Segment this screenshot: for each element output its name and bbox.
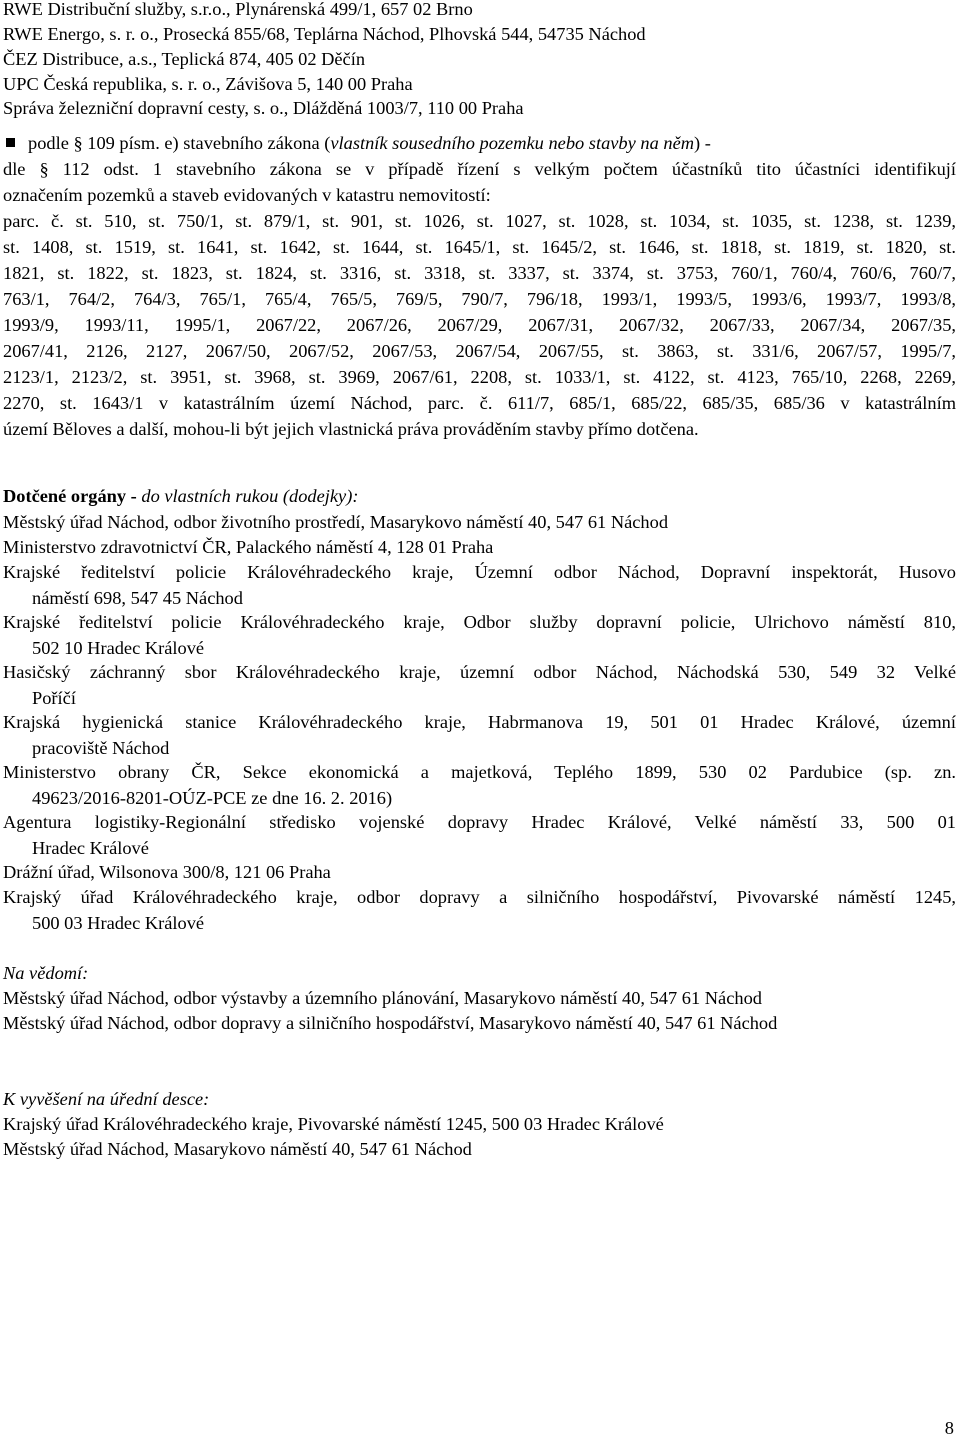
paragraph-line: označením pozemků a staveb evidovaných v katastru nemovitostí: (3, 185, 491, 205)
recipient-line: Městský úřad Náchod, Masarykovo náměstí 40, 547 61 Náchod (3, 1139, 472, 1159)
recipient-entry (3, 884, 956, 936)
heading-bold: Dotčené orgány - (3, 486, 142, 506)
bullet-item (3, 130, 956, 156)
paragraph-line: 2123/1, 2123/2, st. 3951, st. 3968, st. 3969, 2067/61, 2208, st. 1033/1, st. 4122, st. 4123, 765/10, 2268, 2269, (3, 367, 956, 387)
recipient-line: Městský úřad Náchod, odbor dopravy a silničního hospodářství, Masarykovo náměstí 40, 547 61 Náchod (3, 1013, 778, 1033)
paragraph-line: dle § 112 odst. 1 stavebního zákona se v případě řízení s velkým počtem účastníků tito účastníci identifikují (3, 159, 956, 179)
paragraph-line: území Běloves a další, mohou-li být jejich vlastnická práva prováděním stavby přímo dotčena. (3, 419, 699, 439)
entry-line: Poříčí (32, 688, 76, 708)
recipient-entry (3, 709, 956, 761)
bullet-text-italic: vlastník sousedního pozemku nebo stavby na něm (330, 133, 695, 153)
entry-line: 500 03 Hradec Králové (32, 913, 205, 933)
entry-line: Agentura logistiky-Regionální středisko vojenské dopravy Hradec Králové, Velké náměstí 33, 500 01 (3, 812, 956, 832)
recipient-line: UPC Česká republika, s. r. o., Závišova 5, 140 00 Praha (3, 74, 413, 94)
entry-line: 49623/2016-8201-OÚZ-PCE ze dne 16. 2. 2016) (32, 788, 393, 808)
entry-line: Krajská hygienická stanice Královéhradeckého kraje, Habrmanova 19, 501 01 Hradec Králové, územní (3, 712, 956, 732)
entry-line: Krajský úřad Královéhradeckého kraje, odbor dopravy a silničního hospodářství, Pivovarské náměstí 1245, (3, 887, 956, 907)
entry-line: Ministerstvo obrany ČR, Sekce ekonomická a majetková, Teplého 1899, 530 02 Pardubice (sp. zn. (3, 762, 956, 782)
paragraph-line: 1821, st. 1822, st. 1823, st. 1824, st. 3316, st. 3318, st. 3337, st. 3374, st. 3753, 760/1, 760/4, 760/6, 760/7, (3, 263, 956, 283)
recipient-line: Ministerstvo zdravotnictví ČR, Palackého náměstí 4, 128 01 Praha (3, 537, 494, 557)
section-heading (3, 483, 358, 509)
entry-line: pracoviště Náchod (32, 738, 170, 758)
entry-line: náměstí 698, 547 45 Náchod (32, 588, 243, 608)
recipient-entry (3, 609, 956, 661)
recipient-entry (3, 759, 956, 811)
bullet-text: podle § 109 písm. e) stavebního zákona ( (28, 133, 331, 153)
parcel-paragraph (3, 156, 956, 442)
bullet-square-icon (6, 138, 15, 147)
recipient-entry (3, 559, 956, 611)
paragraph-line: 1993/9, 1993/11, 1995/1, 2067/22, 2067/26, 2067/29, 2067/31, 2067/32, 2067/33, 2067/34, 2067/35, (3, 315, 956, 335)
recipient-line: Správa železniční dopravní cesty, s. o., Dlážděná 1003/7, 110 00 Praha (3, 98, 524, 118)
recipient-line: Krajský úřad Královéhradeckého kraje, Pivovarské náměstí 1245, 500 03 Hradec Králové (3, 1114, 664, 1134)
section-heading-vyveseni: K vyvěšení na úřední desce: (3, 1089, 210, 1109)
heading-italic: do vlastních rukou (dodejky): (141, 486, 359, 506)
page-number: 8 (944, 1418, 954, 1438)
recipient-entry (3, 809, 956, 861)
recipient-line: Drážní úřad, Wilsonova 300/8, 121 06 Praha (3, 862, 331, 882)
recipient-line: ČEZ Distribuce, a.s., Teplická 874, 405 02 Děčín (3, 49, 366, 69)
entry-line: 502 10 Hradec Králové (32, 638, 205, 658)
recipient-line: RWE Energo, s. r. o., Prosecká 855/68, Teplárna Náchod, Plhovská 544, 54735 Náchod (3, 24, 646, 44)
entry-line: Krajské ředitelství policie Královéhradeckého kraje, Odbor služby dopravní policie, Ulrichovo náměstí 810, (3, 612, 956, 632)
section-heading-na-vedomi: Na vědomí: (3, 963, 89, 983)
paragraph-line: st. 1408, st. 1519, st. 1641, st. 1642, st. 1644, st. 1645/1, st. 1645/2, st. 1646, st. 1818, st. 1819, st. 1820, st. (3, 237, 956, 257)
paragraph-line: 2270, st. 1643/1 v katastrálním území Náchod, parc. č. 611/7, 685/1, 685/22, 685/35, 685/36 v katastrálním (3, 393, 956, 413)
bullet-text: ) - (694, 133, 711, 153)
recipient-entry (3, 659, 956, 711)
paragraph-line: parc. č. st. 510, st. 750/1, st. 879/1, st. 901, st. 1026, st. 1027, st. 1028, st. 1034, st. 1035, st. 1238, st. 1239, (3, 211, 956, 231)
paragraph-line: 2067/41, 2126, 2127, 2067/50, 2067/52, 2067/53, 2067/54, 2067/55, st. 3863, st. 331/6, 2067/57, 1995/7, (3, 341, 956, 361)
entry-line: Hasičský záchranný sbor Královéhradeckého kraje, územní odbor Náchod, Náchodská 530, 549 32 Velké (3, 662, 956, 682)
recipient-line: Městský úřad Náchod, odbor životního prostředí, Masarykovo náměstí 40, 547 61 Náchod (3, 512, 669, 532)
entry-line: Hradec Králové (32, 838, 149, 858)
paragraph-line: 763/1, 764/2, 764/3, 765/1, 765/4, 765/5, 769/5, 790/7, 796/18, 1993/1, 1993/5, 1993/6, 1993/7, 1993/8, (3, 289, 956, 309)
entry-line: Krajské ředitelství policie Královéhradeckého kraje, Územní odbor Náchod, Dopravní inspektorát, Husovo (3, 562, 956, 582)
recipient-line: RWE Distribuční služby, s.r.o., Plynárenská 499/1, 657 02 Brno (3, 0, 473, 19)
recipient-line: Městský úřad Náchod, odbor výstavby a územního plánování, Masarykovo náměstí 40, 547 61 Náchod (3, 988, 762, 1008)
